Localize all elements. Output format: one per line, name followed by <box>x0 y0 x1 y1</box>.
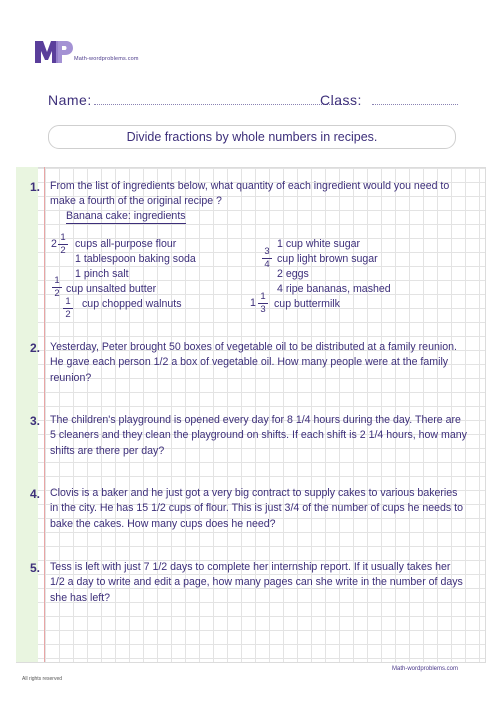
recipe-title: Banana cake: ingredients <box>66 210 186 222</box>
footer-site-link[interactable]: Math-wordproblems.com <box>392 666 459 672</box>
question-number-1: 1. <box>30 180 41 194</box>
ingredient-item: 2 eggs <box>277 268 309 280</box>
copyright-text: All rights reserved <box>22 676 63 682</box>
question-text-2: Yesterday, Peter brought 50 boxes of vegetable oil to be distributed at a family reunion. He gave each person 1/2 a box of vegetable oil. How many people were at the family reunion? <box>50 341 457 384</box>
question-number-5: 5. <box>30 561 41 575</box>
ingredient-item: cup buttermilk <box>274 298 340 310</box>
ingredient-fraction: $\frac{3}{4}$ <box>262 247 272 270</box>
class-label: Class: <box>320 92 362 108</box>
ingredient-whole: 2 <box>51 238 57 250</box>
name-field[interactable] <box>94 104 350 105</box>
ingredient-fraction: $\frac{1}{2}$ <box>63 297 73 320</box>
class-field[interactable] <box>372 104 458 105</box>
question-number-4: 4. <box>30 487 41 501</box>
ingredient-fraction: $\frac{1}{3}$ <box>258 292 268 315</box>
worksheet-title: Divide fractions by whole numbers in recipes. <box>48 125 456 149</box>
question-text-4: Clovis is a baker and he just got a very big contract to supply cakes to various bakeries in the city. He has 15 1/2 cups of flour. This is just 3/4 of the number of cups he needs to bake the cakes. How many cups does he need? <box>50 487 464 530</box>
question-text-1: From the list of ingredients below, what quantity of each ingredient would you need to make a fourth of the original recipe ? <box>50 180 450 208</box>
ingredient-item: cups all-purpose flour <box>75 238 177 250</box>
ingredient-fraction: $\frac{1}{2}$ <box>52 276 62 299</box>
question-number-2: 2. <box>30 341 41 355</box>
site-logo[interactable] <box>34 38 144 68</box>
name-class-bar <box>48 92 460 112</box>
name-label: Name: <box>48 92 92 108</box>
margin-line <box>44 167 45 662</box>
ingredient-item: 1 pinch salt <box>75 268 129 280</box>
ingredient-item: cup unsalted butter <box>66 283 157 295</box>
ingredient-fraction: $\frac{1}{2}$ <box>58 233 68 256</box>
logo-site-text: Math-wordproblems.com <box>74 56 139 62</box>
ingredient-item: 1 tablespoon baking soda <box>75 253 196 265</box>
question-number-3: 3. <box>30 414 41 428</box>
logo-mark-icon <box>34 38 74 64</box>
ingredient-whole: 1 <box>250 297 256 309</box>
ingredient-item: 1 cup white sugar <box>277 238 361 250</box>
ingredient-item: 4 ripe bananas, mashed <box>277 283 391 295</box>
question-text-3: The children's playground is opened every day for 8 1/4 hours during the day. There are 5 cleaners and they clean the playground on shifts. If each shift is 2 1/4 hours, how many shifts are there per day? <box>50 414 467 457</box>
ingredient-item: cup chopped walnuts <box>82 298 182 310</box>
ingredient-item: cup light brown sugar <box>277 253 378 265</box>
question-text-5: Tess is left with just 7 1/2 days to complete her internship report. If it usually takes her 1/2 a day to write and edit a page, how many pages can she write in the number of days she has left? <box>50 561 463 604</box>
